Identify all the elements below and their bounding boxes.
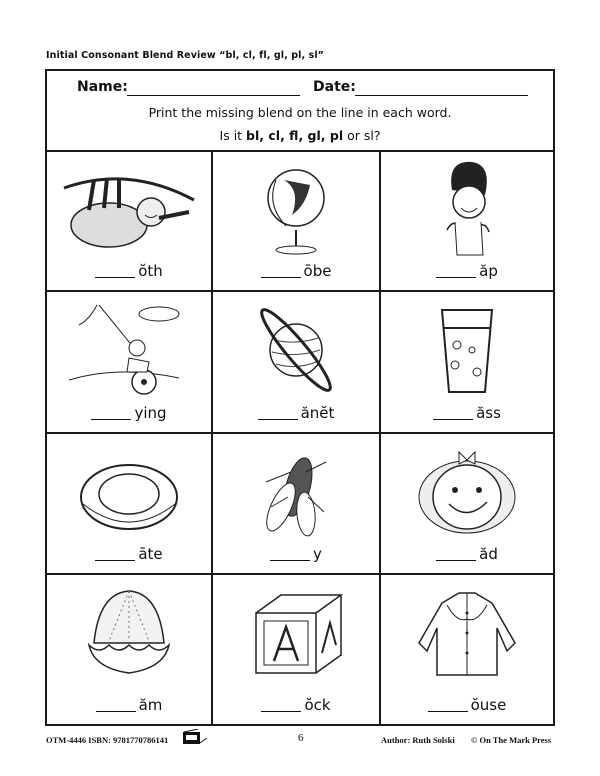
word-prompt: ăp	[381, 262, 553, 280]
answer-blank[interactable]	[96, 711, 136, 712]
word-prompt: ăss	[381, 404, 553, 422]
date-field[interactable]	[355, 95, 528, 96]
word-prompt: ăd	[381, 545, 553, 563]
worksheet-header	[47, 71, 553, 152]
worksheet-box	[45, 69, 555, 726]
page-title: Initial Consonant Blend Review “bl, cl, fl, gl, pl, sl”	[46, 50, 325, 61]
copyright: © On The Mark Press	[471, 735, 552, 745]
child-flying-kite-icon	[59, 300, 199, 400]
name-label: Name:	[77, 79, 128, 95]
author-credit: Author: Ruth Solski	[381, 735, 455, 745]
answer-blank[interactable]	[91, 419, 131, 420]
blouse-icon	[397, 583, 537, 683]
word-cell-clap	[381, 152, 553, 292]
word-cell-girl-face	[381, 434, 553, 575]
answer-blank[interactable]	[95, 277, 135, 278]
clam-icon	[59, 583, 199, 683]
word-cell-sloth	[47, 152, 213, 292]
word-prompt: ying	[47, 404, 211, 422]
product-code: OTM-4446 ISBN: 9781770786141	[46, 735, 169, 745]
answer-blank[interactable]	[258, 419, 298, 420]
instruction-text: Print the missing blend on the line in each word.	[148, 105, 452, 120]
word-cell-plate	[47, 434, 213, 575]
word-cell-fly	[213, 434, 381, 575]
glass-icon	[397, 300, 537, 400]
picture-word-grid	[47, 152, 553, 724]
answer-blank[interactable]	[95, 560, 135, 561]
girl-clapping-icon	[397, 160, 537, 260]
word-prompt: ŏck	[213, 696, 379, 714]
word-cell-block	[213, 575, 381, 724]
fly-icon	[226, 442, 366, 542]
sloth-icon	[59, 160, 199, 260]
answer-blank[interactable]	[270, 560, 310, 561]
name-field[interactable]	[127, 95, 300, 96]
planet-icon	[226, 300, 366, 400]
word-cell-planet	[213, 292, 381, 434]
date-label: Date:	[313, 79, 356, 95]
page-number: 6	[298, 732, 304, 744]
globe-icon	[226, 160, 366, 260]
word-cell-clam	[47, 575, 213, 724]
plate-icon	[59, 442, 199, 542]
block-icon	[226, 583, 366, 683]
answer-blank[interactable]	[436, 277, 476, 278]
word-prompt: ŏth	[47, 262, 211, 280]
blend-options-text: Is it bl, cl, fl, gl, pl or sl?	[219, 128, 381, 143]
answer-blank[interactable]	[261, 711, 301, 712]
word-cell-glass	[381, 292, 553, 434]
word-cell-globe	[213, 152, 381, 292]
answer-blank[interactable]	[261, 277, 301, 278]
word-cell-blouse	[381, 575, 553, 724]
answer-blank[interactable]	[436, 560, 476, 561]
word-prompt: y	[213, 545, 379, 563]
word-prompt: ŏuse	[381, 696, 553, 714]
word-prompt: āte	[47, 545, 211, 563]
book-logo-icon	[182, 729, 208, 745]
word-prompt: ōbe	[213, 262, 379, 280]
word-prompt: ăm	[47, 696, 211, 714]
answer-blank[interactable]	[428, 711, 468, 712]
word-prompt: ănĕt	[213, 404, 379, 422]
girl-face-icon	[397, 442, 537, 542]
word-cell-fly-kite	[47, 292, 213, 434]
answer-blank[interactable]	[433, 419, 473, 420]
